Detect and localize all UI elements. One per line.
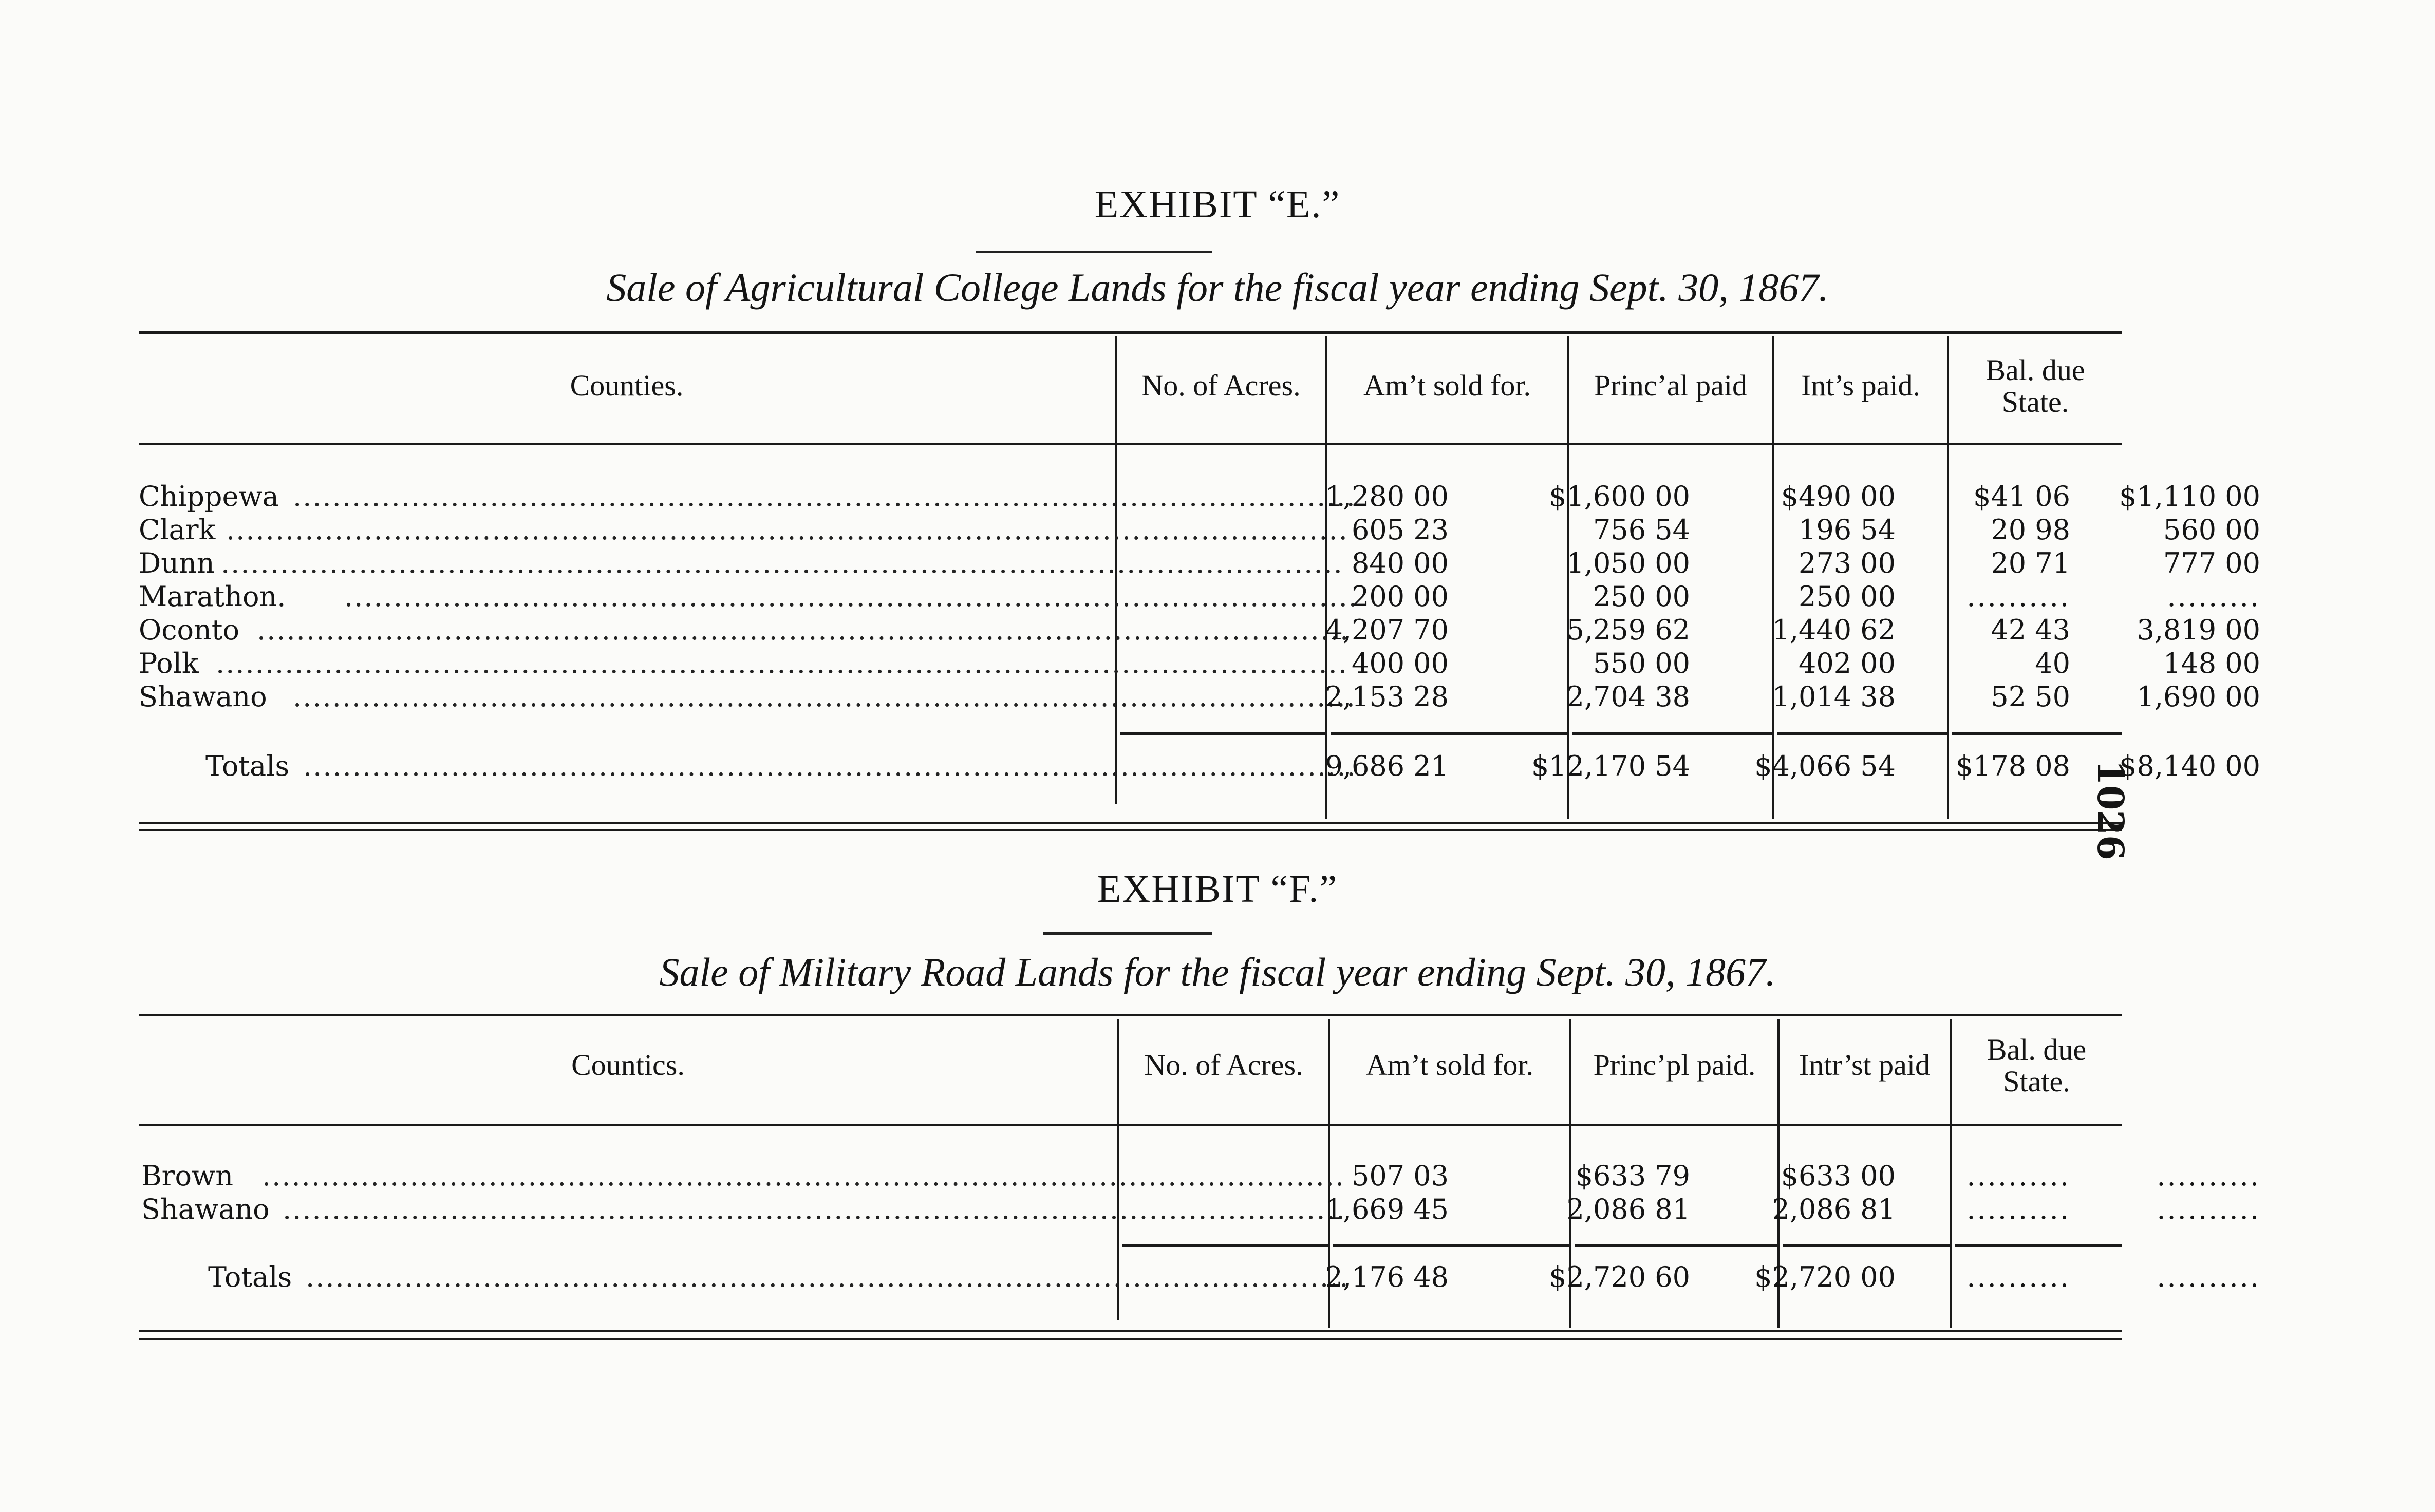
principal-cell: 1,440 62 xyxy=(1772,614,1896,646)
county-name: Dunn xyxy=(139,547,215,579)
exhibit-f-heading-rule xyxy=(1043,932,1212,935)
table-row xyxy=(139,1193,2260,1226)
county-name: Brown xyxy=(141,1160,234,1192)
totals-row xyxy=(139,1261,2260,1294)
totals-label: Totals xyxy=(205,750,290,782)
principal-cell: 1,014 38 xyxy=(1772,681,1896,713)
dot-leader: ............................................................................................................ xyxy=(293,480,1356,513)
page-number: 1026 xyxy=(2089,760,2132,860)
interest-cell: 40 xyxy=(2035,647,2070,679)
balance-cell: .......... xyxy=(2157,1160,2260,1192)
dot-leader: ............................................................................................................ xyxy=(283,1193,1346,1225)
exhibit-f-header-acres: No. of Acres. xyxy=(1144,1048,1303,1082)
exhibit-f-top-rule xyxy=(139,1014,2122,1016)
table-row xyxy=(139,647,2260,680)
county-name: Shawano xyxy=(139,681,267,713)
exhibit-f-header-balance xyxy=(1952,1034,2122,1098)
exhibit-e-totals-rule xyxy=(1952,732,2122,735)
dot-leader: ................................................................................................................... xyxy=(216,647,1348,679)
exhibit-e-totals-rule xyxy=(1572,732,1772,735)
principal-cell: 250 00 xyxy=(1799,580,1896,613)
exhibit-e-header-rule xyxy=(139,443,2122,445)
sold-cell: $633 79 xyxy=(1575,1160,1690,1192)
exhibit-e-header-balance xyxy=(1949,354,2122,418)
interest-cell: .......... xyxy=(1966,580,2070,613)
exhibit-f-totals-rule xyxy=(1575,1244,1777,1247)
interest-total: .......... xyxy=(1966,1261,2070,1293)
county-name: Oconto xyxy=(139,614,240,646)
balance-cell: 3,819 00 xyxy=(2137,614,2260,646)
table-row xyxy=(139,681,2260,713)
sold-total: $2,720 60 xyxy=(1549,1261,1690,1293)
acres-cell: 1,280 00 xyxy=(1325,480,1449,513)
principal-total: $4,066 54 xyxy=(1754,750,1896,782)
exhibit-f-header-balance-line1: Bal. due xyxy=(1987,1033,2087,1066)
totals-row xyxy=(139,750,2260,783)
balance-cell: ......... xyxy=(2167,580,2260,613)
principal-cell: $633 00 xyxy=(1781,1160,1896,1192)
sold-cell: 5,259 62 xyxy=(1566,614,1690,646)
interest-cell: 52 50 xyxy=(1991,681,2070,713)
acres-cell: 2,153 28 xyxy=(1325,681,1449,713)
dot-leader: ............................................................................................................ xyxy=(293,681,1356,713)
dot-leader: ........................................................................................................... xyxy=(303,750,1357,782)
table-row xyxy=(139,547,2260,580)
sold-cell: 2,086 81 xyxy=(1566,1193,1690,1225)
balance-cell: $1,110 00 xyxy=(2119,480,2260,513)
exhibit-e-totals-rule xyxy=(1777,732,1947,735)
interest-total: $178 08 xyxy=(1955,750,2070,782)
interest-cell: $41 06 xyxy=(1973,480,2070,513)
exhibit-f-bottom-rule xyxy=(139,1338,2122,1340)
balance-cell: 148 00 xyxy=(2163,647,2260,679)
exhibit-e-header-balance-line1: Bal. due xyxy=(1986,353,2085,387)
county-name: Marathon. xyxy=(139,580,286,613)
acres-cell: 1,669 45 xyxy=(1325,1193,1449,1225)
sold-cell: 756 54 xyxy=(1593,514,1690,546)
table-row xyxy=(139,514,2260,546)
balance-cell: 777 00 xyxy=(2163,547,2260,579)
principal-cell: 402 00 xyxy=(1799,647,1896,679)
county-name: Chippewa xyxy=(139,480,279,513)
principal-total: $2,720 00 xyxy=(1754,1261,1896,1293)
exhibit-f-header-sold: Am’t sold for. xyxy=(1366,1048,1533,1082)
exhibit-f-header-rule xyxy=(139,1124,2122,1126)
sold-cell: $1,600 00 xyxy=(1549,480,1690,513)
sold-cell: 550 00 xyxy=(1593,647,1690,679)
exhibit-f-subtitle: Sale of Military Road Lands for the fiscal year ending Sept. 30, 1867. xyxy=(659,950,1776,994)
exhibit-e-totals-rule xyxy=(1120,732,1325,735)
table-row xyxy=(139,1160,2260,1193)
exhibit-f-bottom-rule xyxy=(139,1330,2122,1332)
sold-cell: 2,704 38 xyxy=(1566,681,1690,713)
table-row xyxy=(139,614,2260,647)
exhibit-f-totals-rule xyxy=(1122,1244,1328,1247)
dot-leader: .......................................................................................................... xyxy=(306,1261,1350,1293)
exhibit-e-totals-rule xyxy=(1331,732,1567,735)
exhibit-e-header-acres: No. of Acres. xyxy=(1141,369,1301,402)
acres-cell: 840 00 xyxy=(1352,547,1449,579)
dot-leader: .............................................................................................................. xyxy=(262,1160,1345,1192)
exhibit-e-heading-rule xyxy=(976,251,1212,253)
exhibit-f-header-interest: Intr’st paid xyxy=(1799,1048,1931,1082)
table-row xyxy=(139,480,2260,513)
sold-total: $12,170 54 xyxy=(1531,750,1690,782)
county-name: Shawano xyxy=(141,1193,270,1225)
exhibit-e-header-counties: Counties. xyxy=(570,369,684,402)
principal-cell: 273 00 xyxy=(1799,547,1896,579)
balance-cell: 1,690 00 xyxy=(2137,681,2260,713)
exhibit-e-bottom-rule xyxy=(139,829,2122,831)
dot-leader: .................................................................................................................. xyxy=(221,547,1343,579)
sold-cell: 1,050 00 xyxy=(1566,547,1690,579)
acres-total: 9,686 21 xyxy=(1325,750,1449,782)
acres-cell: 4,207 70 xyxy=(1325,614,1449,646)
acres-total: 2,176 48 xyxy=(1325,1261,1449,1293)
exhibit-e-top-rule xyxy=(139,331,2122,334)
exhibit-e-header-interest: Int’s paid. xyxy=(1801,369,1920,402)
exhibit-f-header-balance-line2: State. xyxy=(2003,1065,2070,1098)
sold-cell: 250 00 xyxy=(1593,580,1690,613)
county-name: Clark xyxy=(139,514,216,546)
dot-leader: ....................................................................................................... xyxy=(344,580,1358,613)
table-row xyxy=(139,580,2260,613)
interest-cell: 20 71 xyxy=(1991,547,2070,579)
principal-cell: 2,086 81 xyxy=(1772,1193,1896,1225)
exhibit-e-heading: EXHIBIT “E.” xyxy=(1094,183,1341,226)
exhibit-e-subtitle: Sale of Agricultural College Lands for the fiscal year ending Sept. 30, 1867. xyxy=(606,265,1829,310)
principal-cell: 196 54 xyxy=(1799,514,1896,546)
balance-cell: 560 00 xyxy=(2163,514,2260,546)
interest-cell: .......... xyxy=(1966,1160,2070,1192)
dot-leader: ............................................................................................................... xyxy=(257,614,1350,646)
county-name: Polk xyxy=(139,647,199,679)
interest-cell: 20 98 xyxy=(1991,514,2070,546)
dot-leader: .................................................................................................................. xyxy=(226,514,1348,546)
exhibit-f-totals-rule xyxy=(1783,1244,1950,1247)
exhibit-f-heading: EXHIBIT “F.” xyxy=(1097,867,1338,911)
exhibit-f-header-principal: Princ’pl paid. xyxy=(1593,1048,1756,1082)
totals-label: Totals xyxy=(208,1261,292,1293)
acres-cell: 507 03 xyxy=(1352,1160,1449,1192)
exhibit-f-header-counties: Countics. xyxy=(571,1048,685,1082)
balance-cell: .......... xyxy=(2157,1193,2260,1225)
balance-total: $8,140 00 xyxy=(2119,750,2260,782)
exhibit-e-header-principal: Princ’al paid xyxy=(1594,369,1747,402)
exhibit-f-totals-rule xyxy=(1333,1244,1569,1247)
acres-cell: 400 00 xyxy=(1352,647,1449,679)
exhibit-e-bottom-rule xyxy=(139,822,2122,824)
exhibit-e-header-sold: Am’t sold for. xyxy=(1363,369,1531,402)
interest-cell: 42 43 xyxy=(1991,614,2070,646)
exhibit-f-totals-rule xyxy=(1955,1244,2122,1247)
exhibit-e-header-balance-line2: State. xyxy=(2001,385,2069,419)
acres-cell: 200 00 xyxy=(1352,580,1449,613)
principal-cell: $490 00 xyxy=(1781,480,1896,513)
acres-cell: 605 23 xyxy=(1352,514,1449,546)
interest-cell: .......... xyxy=(1966,1193,2070,1225)
balance-total: .......... xyxy=(2157,1261,2260,1293)
